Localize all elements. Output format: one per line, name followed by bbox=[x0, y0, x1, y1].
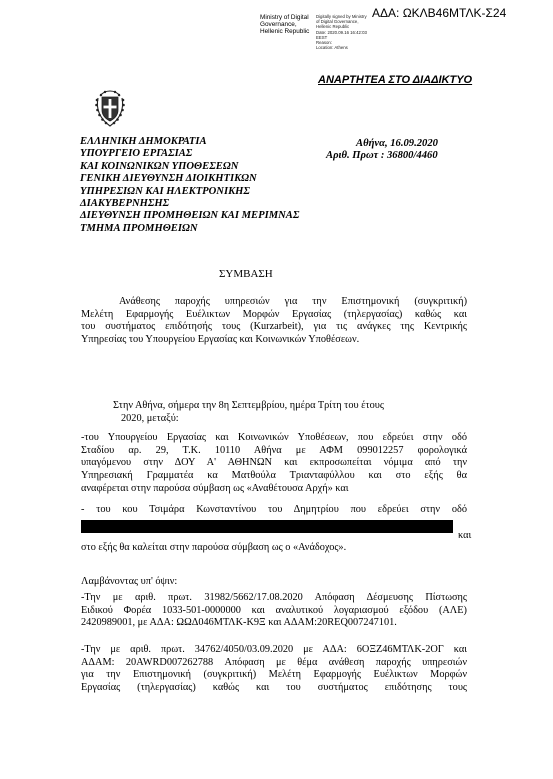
date-paragraph bbox=[113, 400, 443, 425]
intro-line: του συστήματος επιδότησής τους (Kurzarbeit), για τις ανάγκες της Κεντρικής bbox=[81, 321, 467, 333]
party1-line: υπαγόμενου στην ΔΟΥ Α' ΑΘΗΝΩΝ και εκπροσωπείται νόμιμα από την bbox=[81, 457, 467, 469]
considering-item-1 bbox=[81, 592, 467, 630]
considering-item-2 bbox=[81, 644, 467, 695]
authority-line: ΓΕΝΙΚΗ ΔΙΕΥΘΥΝΣΗ ΔΙΟΙΚΗΤΙΚΩΝ bbox=[80, 173, 257, 185]
digital-signature-details bbox=[316, 14, 367, 50]
authority-line: ΔΙΑΚΥΒΕΡΝΗΣΗΣ bbox=[80, 198, 170, 210]
document-title: ΣΥΜΒΑΣΗ bbox=[219, 268, 273, 280]
second-party-contractor-line: στο εξής θα καλείται στην παρούσα σύμβαση ως ο «Ανάδοχος». bbox=[81, 542, 347, 553]
greek-coat-of-arms-icon bbox=[93, 86, 127, 130]
signature-detail-line: Reason: bbox=[316, 40, 333, 46]
redaction-bar bbox=[81, 520, 453, 533]
considering-heading: Λαμβάνοντας υπ' όψιν: bbox=[81, 576, 178, 587]
digital-signature-signer bbox=[260, 14, 309, 35]
item1-line: 2420989001, με ΑΔΑ: ΩΩΔ046ΜΤΛΚ-Κ9Ξ και ΑΔΑΜ:20REQ007247101. bbox=[81, 617, 397, 629]
signer-line: Governance, bbox=[260, 21, 297, 28]
party1-line: Σταδίου αρ. 29, Τ.Κ. 10110 Αθήνα με ΑΦΜ 099012257 φορολογικά bbox=[81, 444, 467, 456]
item2-line: ΑΔΑΜ: 20AWRD007262788 Απόφαση με θέμα ανάθεση παροχής υπηρεσιών bbox=[81, 656, 467, 668]
authority-line: ΥΠΟΥΡΓΕΙΟ ΕΡΓΑΣΙΑΣ bbox=[80, 148, 193, 160]
intro-line: Υπηρεσίας του Υπουργείου Εργασίας και Κοινωνικών Υποθέσεων. bbox=[81, 334, 360, 346]
authority-line: ΕΛΛΗΝΙΚΗ ΔΗΜΟΚΡΑΤΙΑ bbox=[80, 136, 207, 147]
party1-line: Υπηρεσιακή Γραμματέα κα Ματθούλα Τριανταφύλλου και στο εξής θα bbox=[81, 470, 467, 482]
authority-line: ΥΠΗΡΕΣΙΩΝ ΚΑΙ ΗΛΕΚΤΡΟΝΙΚΗΣ bbox=[80, 185, 250, 197]
issuing-authority bbox=[80, 136, 299, 235]
intro-paragraph bbox=[81, 296, 467, 347]
first-party-paragraph bbox=[81, 432, 467, 496]
authority-line: ΔΙΕΥΘΥΝΣΗ ΠΡΟΜΗΘΕΙΩΝ ΚΑΙ ΜΕΡΙΜΝΑΣ bbox=[80, 210, 300, 222]
item2-line: -Την με αριθ. πρωτ. 34762/4050/03.09.2020 με ΑΔΑ: 6ΟΞΖ46ΜΤΛΚ-2ΟΓ και bbox=[81, 644, 467, 655]
ada-code: ΑΔΑ: ΩΚΛΒ46ΜΤΛΚ-Σ24 bbox=[372, 6, 507, 20]
signer-line: Ministry of Digital bbox=[260, 14, 309, 21]
intro-line: Ανάθεσης παροχής υπηρεσιών για την Επιστημονική (συγκριτική) bbox=[119, 296, 467, 307]
party1-line: -του Υπουργείου Εργασίας και Κοινωνικών Υποθέσεων, που εδρεύει στην οδό bbox=[81, 432, 467, 443]
signature-detail-line: Date: 2020.09.16 16:42:03 bbox=[316, 29, 367, 35]
signature-detail-line: Digitally signed by Ministry bbox=[316, 14, 367, 19]
item2-line: για την Επιστημονική (συγκριτική) Μελέτη Εφαρμογής Ευέλικτων Μορφών bbox=[81, 669, 467, 681]
second-party-line: - του κου Τσιμάρα Κωνσταντίνου του Δημητρίου που εδρεύει στην οδό bbox=[81, 504, 467, 515]
signature-detail-line: Location: Athens bbox=[316, 45, 348, 51]
date-and-protocol bbox=[326, 138, 438, 163]
authority-line: ΚΑΙ ΚΟΙΝΩΝΙΚΩΝ ΥΠΟΘΕΣΕΩΝ bbox=[80, 160, 239, 172]
date-line: 2020, μεταξύ: bbox=[121, 412, 179, 424]
second-party-and: και bbox=[458, 530, 472, 541]
intro-line: Μελέτη Εφαρμογής Ευέλικτων Μορφών Εργασίας (τηλεργασίας) καθώς και bbox=[81, 308, 467, 320]
date-line: Στην Αθήνα, σήμερα την 8η Σεπτεμβρίου, ημέρα Τρίτη του έτους bbox=[113, 400, 384, 411]
signature-detail-line: EEST bbox=[316, 34, 328, 40]
signer-line: Hellenic Republic bbox=[260, 28, 310, 35]
item1-line: -Την με αριθ. πρωτ. 31982/5662/17.08.2020 Απόφαση Δέσμευσης Πίστωσης bbox=[81, 592, 467, 603]
party1-line: αναφέρεται στην παρούσα σύμβαση ως «Αναθέτουσα Αρχή» και bbox=[81, 482, 349, 494]
document-date: Αθήνα, 16.09.2020 bbox=[356, 138, 438, 149]
authority-line: ΤΜΗΜΑ ΠΡΟΜΗΘΕΙΩΝ bbox=[80, 222, 198, 234]
protocol-number: Αριθ. Πρωτ : 36800/4460 bbox=[326, 150, 438, 162]
item1-line: Ειδικού Φορέα 1033-501-0000000 και αναλυτικού λογαριασμού εξόδου (ΑΛΕ) bbox=[81, 604, 467, 616]
signature-detail-line: Hellenic Republic bbox=[316, 24, 350, 30]
post-online-notice: ΑΝΑΡΤΗΤΕΑ ΣΤΟ ΔΙΑΔΙΚΤΥΟ bbox=[318, 74, 473, 86]
item2-line: Εργασίας (τηλεργασίας) καθώς και του συστήματος επιδότησης τους bbox=[81, 682, 467, 694]
signature-detail-line: of Digital Governance, bbox=[316, 19, 359, 25]
